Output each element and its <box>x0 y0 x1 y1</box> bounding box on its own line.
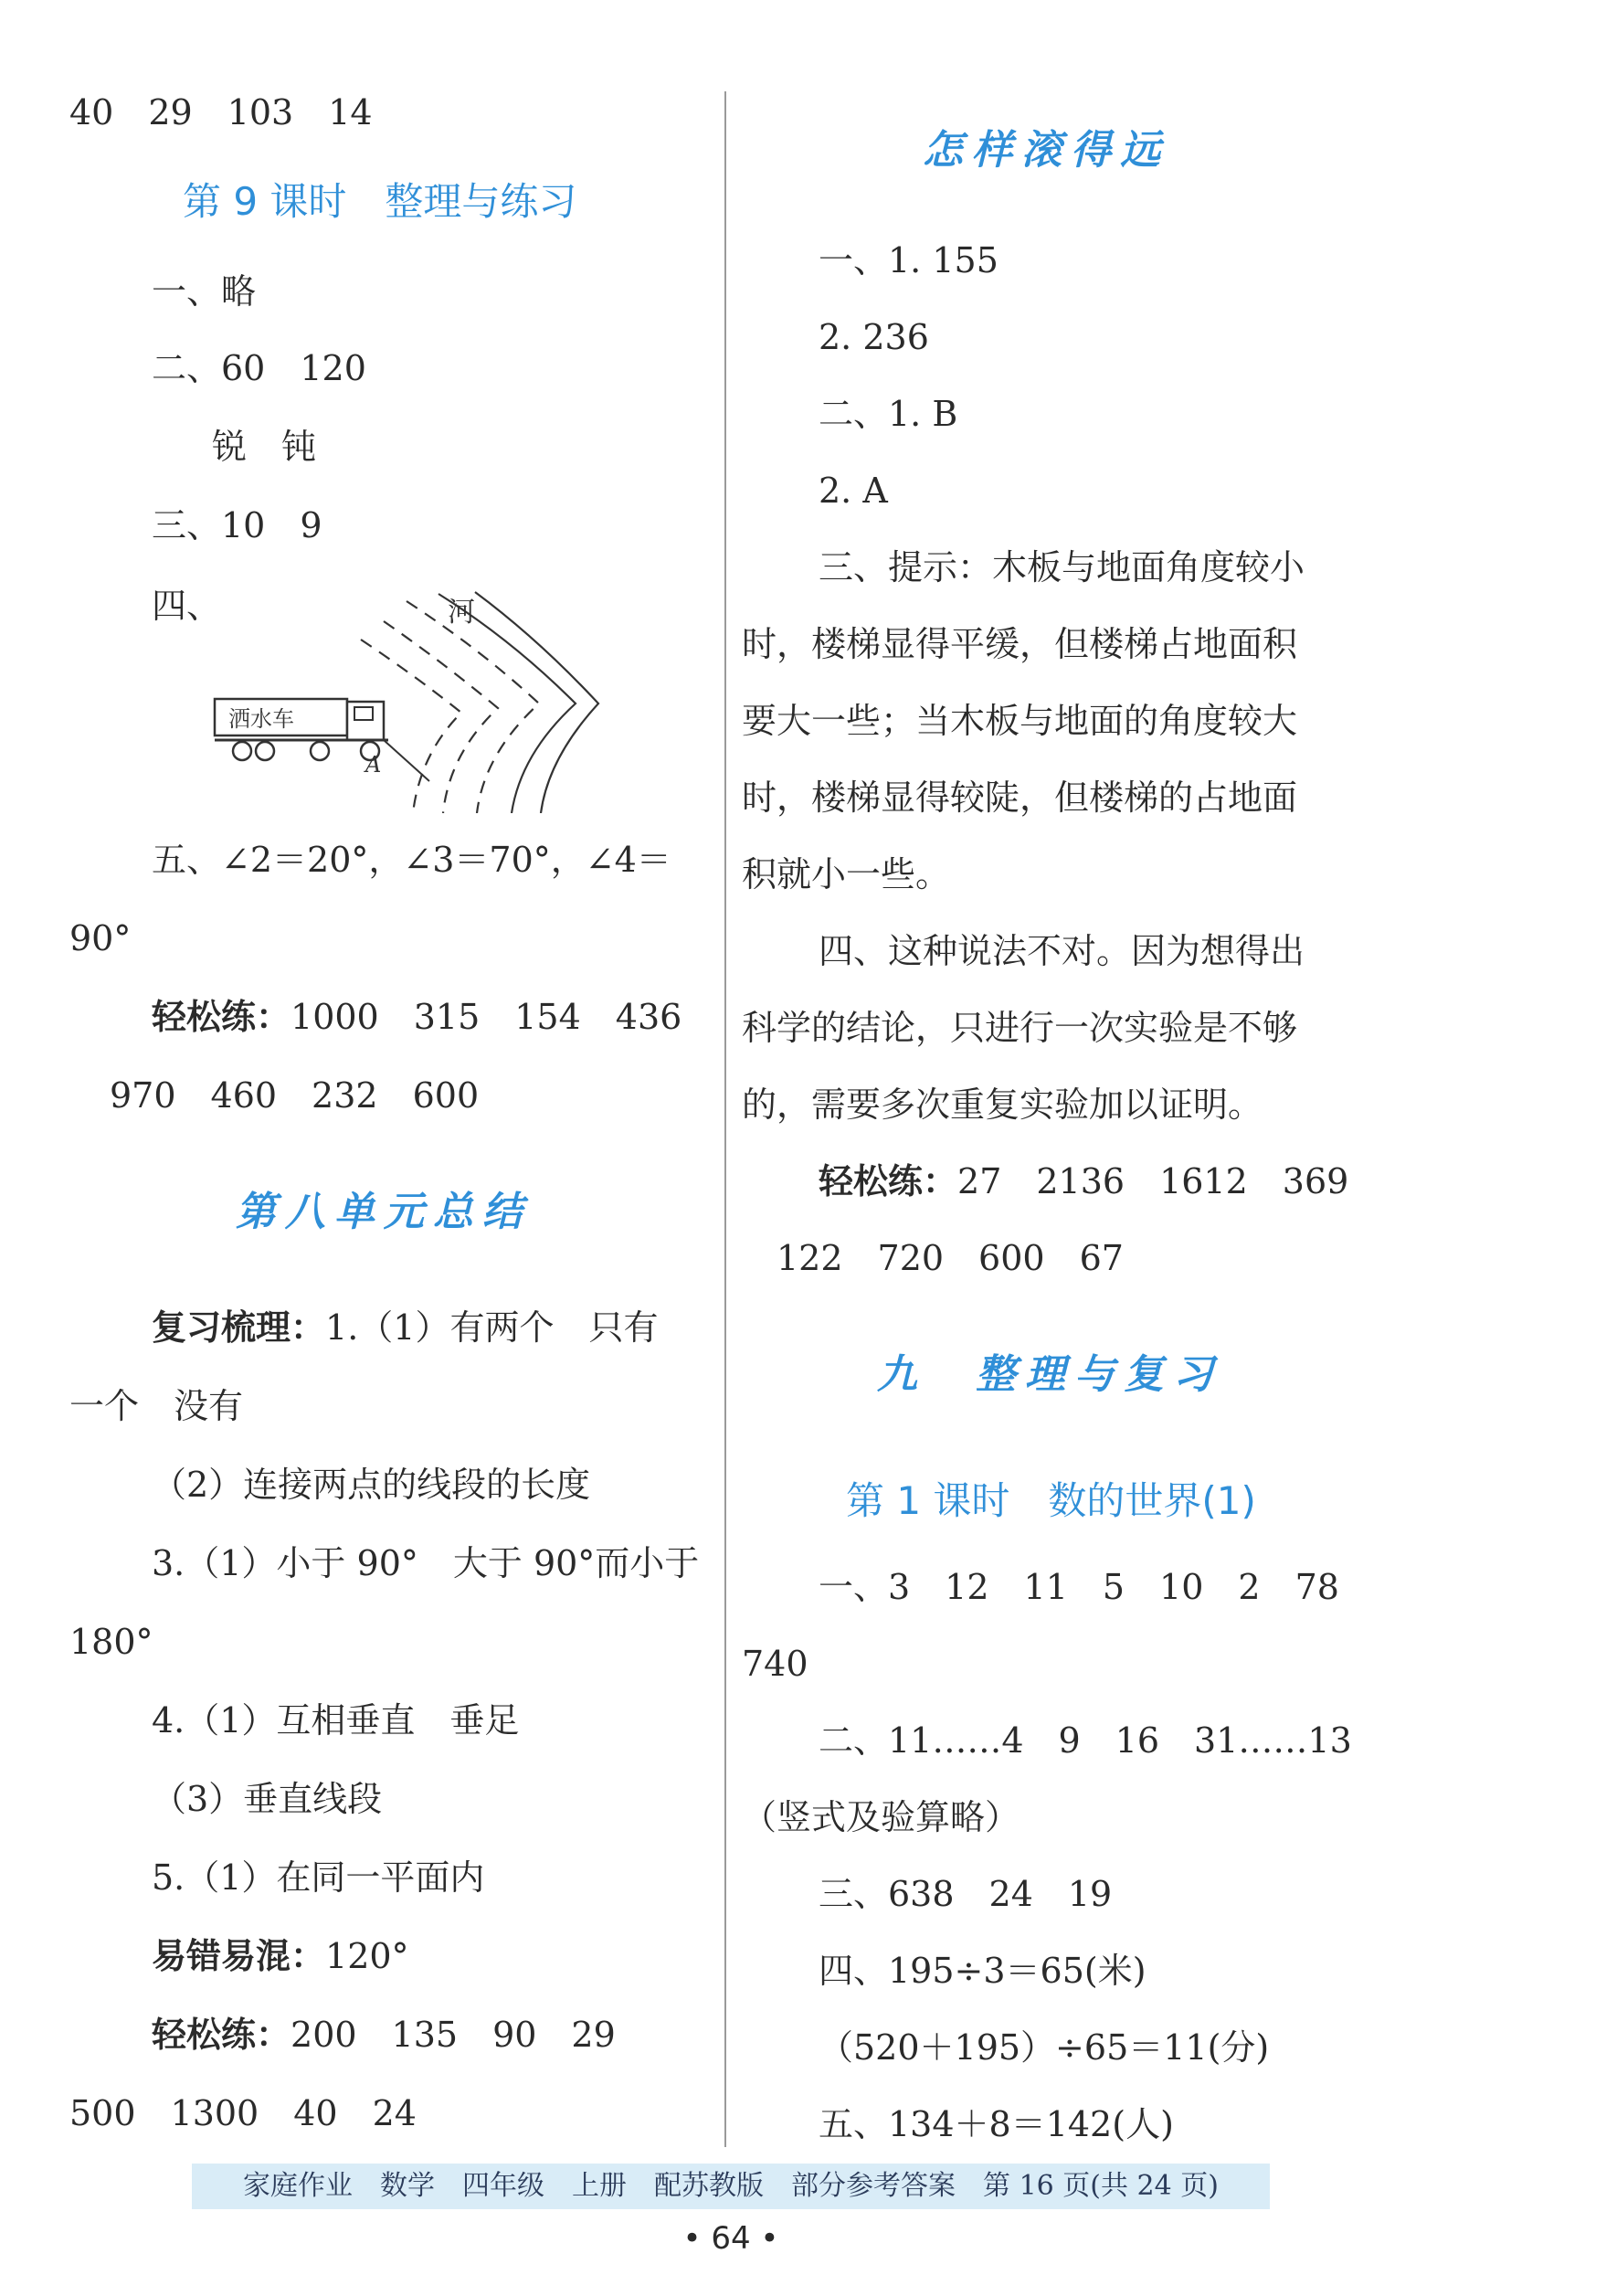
unit8-review-3: （2）连接两点的线段的长度 <box>152 1465 591 1505</box>
rolling-para-3: 要大一些；当木板与地面的角度较大 <box>742 701 1298 741</box>
unit9-title: 九 整理与复习 <box>877 1351 1222 1398</box>
lesson9-line-5: 四、 <box>152 586 222 626</box>
lesson9-line-4: 三、10 9 <box>152 505 322 545</box>
lesson9-easy-1 <box>152 996 681 1038</box>
rolling-para-5: 积就小一些。 <box>742 854 951 894</box>
truck-label: 洒水车 <box>228 706 294 732</box>
truck-river-figure <box>210 585 612 813</box>
lesson9-title: 第 9 课时 整理与练习 <box>183 179 577 224</box>
lesson1-line-2: 740 <box>742 1644 808 1684</box>
rolling-para-1: 三、提示：木板与地面角度较小 <box>819 547 1305 587</box>
unit8-review-5: 180° <box>69 1622 153 1662</box>
unit8-review-2: 一个 没有 <box>69 1386 244 1426</box>
unit8-easy-2: 500 1300 40 24 <box>69 2093 417 2133</box>
rolling-line-4: 2. A <box>819 471 888 511</box>
footer-band <box>192 2164 1270 2209</box>
rolling-line-1: 一、1. 155 <box>819 240 998 280</box>
lesson1-line-1: 一、3 12 11 5 10 2 78 <box>819 1567 1339 1607</box>
lesson1-line-5: 三、638 24 19 <box>819 1874 1113 1914</box>
rolling-easy-2: 122 720 600 67 <box>777 1238 1124 1278</box>
rolling-answer-3: 的，需要多次重复实验加以证明。 <box>742 1085 1263 1125</box>
footer-text: 家庭作业 数学 四年级 上册 配苏教版 部分参考答案 第 16 页(共 24 页) <box>243 2170 1219 2202</box>
unit8-easy-label: 轻松练： <box>152 2015 291 2055</box>
lesson1-line-6: 四、195÷3＝65(米) <box>819 1951 1146 1991</box>
rolling-line-3: 二、1. B <box>819 394 958 434</box>
lesson1-line-3: 二、11……4 9 16 31……13 <box>819 1720 1352 1761</box>
lesson9-line-6: 五、∠2＝20°，∠3＝70°，∠4＝ <box>152 840 671 880</box>
rolling-para-4: 时，楼梯显得较陡，但楼梯的占地面 <box>742 778 1298 818</box>
easy-practice-label: 轻松练： <box>152 997 291 1037</box>
river-lines <box>361 592 598 813</box>
unit8-review-4: 3.（1）小于 90° 大于 90°而小于 <box>152 1543 700 1583</box>
lesson1-line-8: 五、134＋8＝142(人) <box>819 2104 1174 2144</box>
page-number: • 64 • <box>682 2220 779 2257</box>
rolling-title: 怎样滚得远 <box>923 127 1169 174</box>
lesson9-line-7: 90° <box>69 918 132 958</box>
unit8-review-8: 5.（1）在同一平面内 <box>152 1857 485 1898</box>
easy-practice-values: 1000 315 154 436 <box>291 997 682 1037</box>
unit8-easy-values: 200 135 90 29 <box>291 2015 616 2055</box>
top-numbers: 40 29 103 14 <box>69 92 373 132</box>
rolling-answer-2: 科学的结论，只进行一次实验是不够 <box>742 1008 1298 1048</box>
unit8-easy-1 <box>152 2014 616 2056</box>
point-a-label: A <box>365 752 382 778</box>
rolling-para-2: 时，楼梯显得平缓，但楼梯占地面积 <box>742 624 1298 664</box>
rolling-easy-1 <box>819 1160 1348 1202</box>
unit8-review-7: （3）垂直线段 <box>152 1779 383 1819</box>
lesson9-line-1: 一、略 <box>152 271 257 312</box>
lesson9-line-3: 锐 钝 <box>212 427 317 467</box>
rolling-easy-values: 27 2136 1612 369 <box>957 1161 1349 1201</box>
lesson1-title: 第 1 课时 数的世界(1) <box>846 1478 1256 1523</box>
confuse-label: 易错易混： <box>152 1936 326 1976</box>
lesson1-line-4: （竖式及验算略） <box>742 1797 1020 1837</box>
rolling-answer-1: 四、这种说法不对。因为想得出 <box>819 931 1305 971</box>
unit8-review-6: 4.（1）互相垂直 垂足 <box>152 1700 520 1741</box>
truck-river-diagram <box>210 585 612 813</box>
rolling-easy-label: 轻松练： <box>819 1161 958 1201</box>
column-divider <box>724 91 726 2147</box>
review-label: 复习梳理： <box>152 1307 326 1348</box>
perpendicular-line <box>384 740 429 781</box>
confuse-value: 120° <box>325 1936 409 1976</box>
unit8-review-1 <box>152 1307 658 1349</box>
unit8-confuse <box>152 1935 409 1977</box>
lesson1-line-7: （520＋195）÷65＝11(分) <box>819 2027 1270 2068</box>
unit8-title: 第八单元总结 <box>236 1189 532 1235</box>
river-label: 河 <box>448 597 475 629</box>
review-value-1: 1.（1）有两个 只有 <box>325 1307 659 1348</box>
rolling-line-2: 2. 236 <box>819 317 929 357</box>
lesson9-easy-2: 970 460 232 600 <box>110 1075 480 1116</box>
lesson9-line-2: 二、60 120 <box>152 348 366 388</box>
